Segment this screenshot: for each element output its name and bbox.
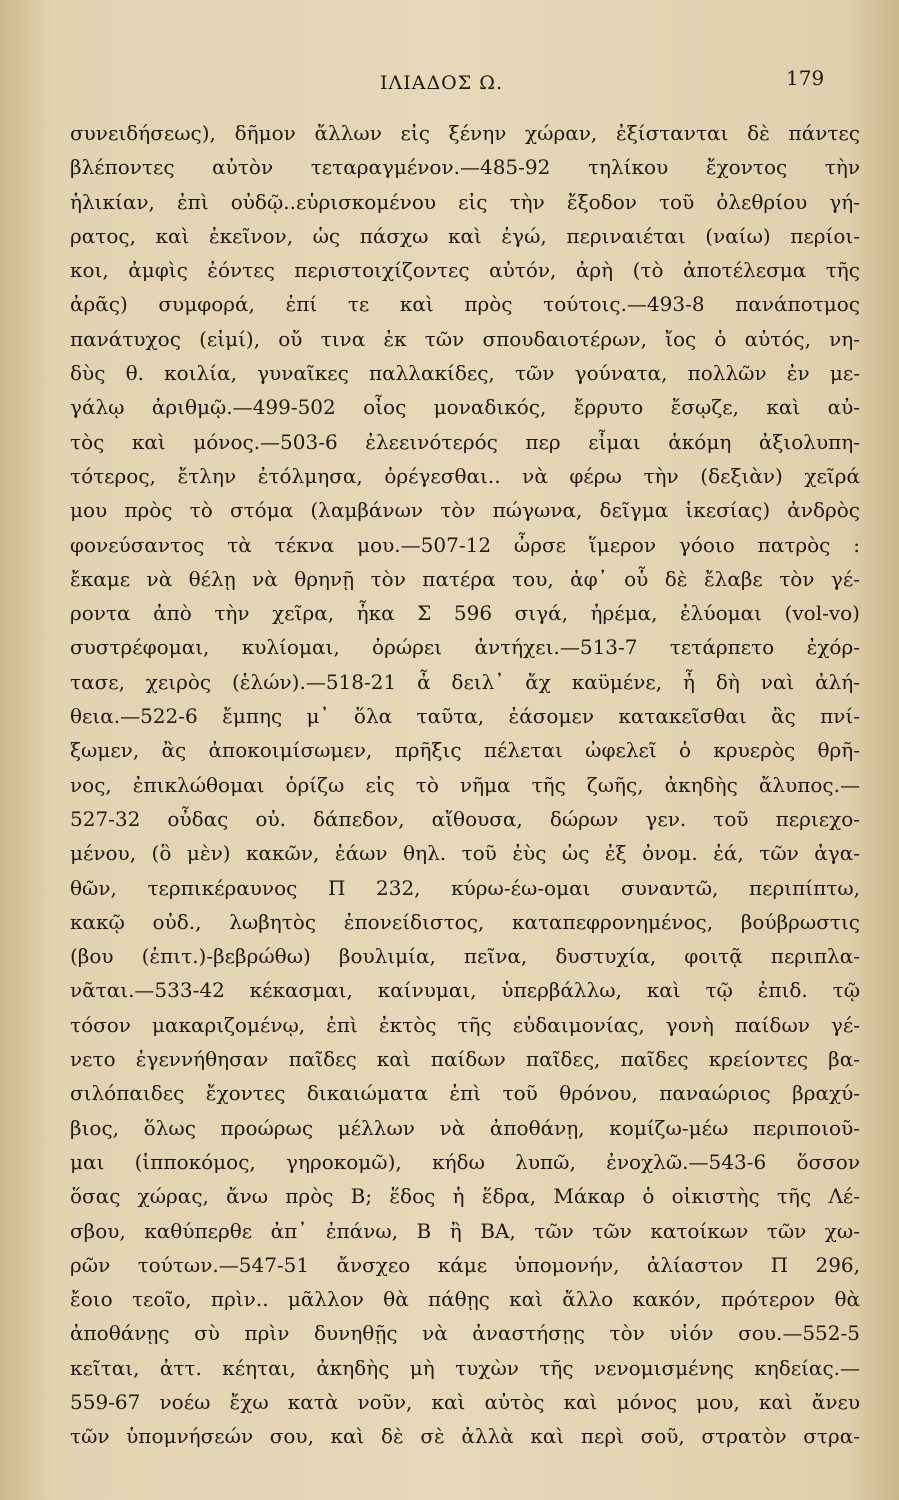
text-line: ξωμεν, ἂς ἀποκοιμίσωμεν, πρῆξις πέλεται ὠφελεῖ ὁ κρυερὸς θρῆ- (70, 738, 860, 763)
text-line: ἡλικίαν, ἐπὶ οὐδῷ..εὑρισκομένου εἰς τὴν ἔξοδον τοῦ ὀλεθρίου γή- (70, 189, 860, 214)
text-line: (βου (ἐπιτ.)-βεβρώθω) βουλιμία, πεῖνα, δυστυχία, φοιτᾷ περιπλα- (70, 944, 860, 969)
text-line: τότερος, ἔτλην ἐτόλμησα, ὀρέγεσθαι.. νὰ φέρω τὴν (δεξιὰν) χεῖρά (70, 463, 860, 488)
text-line: μου πρὸς τὸ στόμα (λαμβάνων τὸν πώγωνα, δεῖγμα ἱκεσίας) ἀνδρὸς (70, 498, 860, 523)
text-line: 527-32 οὖδας οὐ. δάπεδον, αἴθουσα, δώρων γεν. τοῦ περιεχο- (70, 806, 860, 831)
text-line: σιλόπαιδες ἔχοντες δικαιώματα ἐπὶ τοῦ θρόνου, παναώριος βραχύ- (70, 1081, 860, 1106)
text-line: ροντα ἀπὸ τὴν χεῖρα, ἦκα Σ 596 σιγά, ἠρέμα, ἐλύομαι (vol-vo) (70, 601, 860, 626)
page-number: 179 (786, 66, 825, 90)
text-line: πανάτυχος (εἰμί), οὔ τινα ἐκ τῶν σπουδαιοτέρων, ἴος ὁ αὐτός, νη- (70, 326, 860, 351)
text-line: τόσον μακαριζομένῳ, ἐπὶ ἐκτὸς τῆς εὐδαιμονίας, γονὴ παίδων γέ- (70, 1012, 860, 1037)
commentary-text (70, 116, 860, 1454)
text-line: ἀρᾶς) συμφορά, ἐπί τε καὶ πρὸς τούτοις.—493-8 πανάποτμος (70, 292, 860, 317)
text-line: ρῶν τούτων.—547-51 ἄνσχεο κάμε ὑπομονήν, ἀλίαστον Π 296, (70, 1252, 860, 1277)
text-line: σβου, καθύπερθε ἀπ᾽ ἐπάνω, Β ἢ ΒΑ, τῶν τῶν κατοίκων τῶν χω- (70, 1218, 860, 1243)
text-line: γάλῳ ἀριθμῷ.—499-502 οἶος μοναδικός, ἔρρυτο ἔσῳζε, καὶ αὐ- (70, 395, 860, 420)
text-line: ρατος, καὶ ἐκεῖνον, ὡς πάσχω καὶ ἐγώ, περιναιέται (ναίω) περίοι- (70, 223, 860, 248)
text-line: συνειδήσεως), δῆμον ἄλλων εἰς ξένην χώραν, ἐξίστανται δὲ πάντες (70, 121, 860, 145)
text-line: μένου, (ὃ μὲν) κακῶν, ἑάων θηλ. τοῦ ἐὺς ὡς ἐξ ὀνομ. ἐά, τῶν ἀγα- (70, 841, 860, 866)
text-line: ἀποθάνῃς σὺ πρὶν δυνηθῇς νὰ ἀναστήσῃς τὸν υἱόν σου.—552-5 (70, 1321, 860, 1346)
text-line: ἔοιο τεοῖο, πρὶν.. μᾶλλον θὰ πάθῃς καὶ ἄλλο κακόν, πρότερον θὰ (70, 1287, 860, 1312)
text-line: κακῷ οὐδ., λωβητὸς ἐπονείδιστος, καταπεφρονημένος, βούβρωστις (70, 909, 860, 934)
text-line: νετο ἐγεννήθησαν παῖδες καὶ παίδων παῖδες, παῖδες κρείοντες βα- (70, 1047, 860, 1072)
text-line: νος, ἐπικλώθομαι ὁρίζω εἰς τὸ νῆμα τῆς ζωῆς, ἀκηδὴς ἄλυπος.— (70, 772, 860, 797)
text-line: κοι, ἀμφὶς ἐόντες περιστοιχίζοντες αὐτόν, ἀρὴ (τὸ ἀποτέλεσμα τῆς (70, 258, 860, 283)
text-line: συστρέφομαι, κυλίομαι, ὀρώρει ἀντήχει.—513-7 τετάρπετο ἐχόρ- (70, 635, 860, 660)
text-line: νᾶται.—533-42 κέκασμαι, καίνυμαι, ὑπερβάλλω, καὶ τῷ ἐπιδ. τῷ (70, 978, 860, 1003)
running-title: ΙΛΙΑΔΟΣ Ω. (380, 72, 504, 94)
text-line: 559-67 νοέω ἔχω κατὰ νοῦν, καὶ αὐτὸς καὶ μόνος μου, καὶ ἄνευ (70, 1389, 860, 1414)
text-line: μαι (ἱπποκόμος, γηροκομῶ), κήδω λυπῶ, ἐνοχλῶ.—543-6 ὅσσον (70, 1149, 860, 1174)
text-line: τὸς καὶ μόνος.—503-6 ἐλεεινότερός περ εἶμαι ἀκόμη ἀξιολυπη- (70, 429, 860, 454)
text-line: βιος, ὅλως προώρως μέλλων νὰ ἀποθάνῃ, κομίζω-μέω περιποιοῦ- (70, 1115, 860, 1140)
text-line: ἔκαμε νὰ θέλῃ νὰ θρηνῇ τὸν πατέρα του, ἀφ᾽ οὗ δὲ ἔλαβε τὸν γέ- (70, 566, 860, 591)
text-line: τῶν ὑπομνήσεών σου, καὶ δὲ σὲ ἀλλὰ καὶ περὶ σοῦ, στρατὸν στρα- (70, 1424, 860, 1449)
text-line: ὅσας χώρας, ἄνω πρὸς Β; ἕδος ἡ ἕδρα, Μάκαρ ὁ οἰκιστὴς τῆς Λέ- (70, 1184, 860, 1209)
text-line: θεια.—522-6 ἔμπης μ᾽ ὅλα ταῦτα, ἐάσομεν κατακεῖσθαι ἂς πνί- (70, 704, 860, 729)
text-line: θῶν, τερπικέραυνος Π 232, κύρω-έω-ομαι συναντῶ, περιπίπτω, (70, 875, 860, 900)
text-line: φονεύσαντος τὰ τέκνα μου.—507-12 ὦρσε ἵμερον γόοιο πατρὸς : (70, 532, 860, 557)
text-line: τασε, χειρὸς (ἑλών).—518-21 ἆ δειλ᾽ ἄχ καϋμένε, ἦ δὴ ναὶ ἀλή- (70, 669, 860, 694)
text-line: βλέποντες αὐτὸν τεταραγμένον.—485-92 τηλίκου ἔχοντος τὴν (70, 155, 860, 180)
text-line: δὺς θ. κοιλία, γυναῖκες παλλακίδες, τῶν γούνατα, πολλῶν ἐν με- (70, 361, 860, 386)
page-header (0, 60, 899, 100)
text-line: κεῖται, ἀττ. κέηται, ἀκηδὴς μὴ τυχὼν τῆς νενομισμένης κηδείας.— (70, 1355, 860, 1380)
